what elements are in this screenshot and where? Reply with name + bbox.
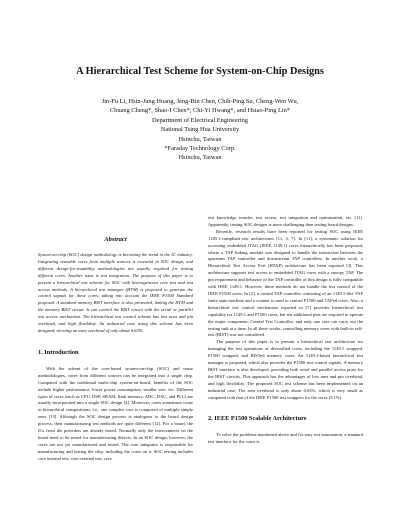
- author-block: [40, 97, 360, 163]
- abstract-heading: Abstract: [104, 236, 127, 243]
- introduction-paragraph: With the advent of the core-based system-on-chip (SOC) and reuse methodologies, cores from different sources can be integrated into a single chip. Compared with the traditional multi-chip system-on-board, benefits of the SOC include higher performance, lower power consumption, smaller size, etc. Different types of cores (such as CPU, DSP, SRAM, flash memory, ADC, DAC, and PLL) are usually incorporated into a single SOC design [4]. Moreover, cores sometimes come in hierarchical compositions, i.e., one complex core is composed of multiple simple ones [13]. Although the SOC design process is analogous to the board design process, their manufacturing test methods are quite different [12]. For a board, the ICs from the providers are already tested. Normally only the interconnects on the board need to be tested for manufacturing defects. In an SOC design, however, the cores are not yet manufactured and tested. The core integrator is responsible for manufacturing and testing the chip, including the cores on it. SOC testing includes core internal test, core external test, core: [38, 365, 193, 461]
- section-heading-p1500: 2. IEEE P1500 Scalable Architecture: [208, 415, 307, 423]
- right-column: [208, 215, 363, 446]
- left-column: [38, 236, 193, 463]
- author-names-line-1: Jin-Fu Li, Hsin-Jung Huang, Jeng-Bin Chen, Chih-Ping Su, Cheng-Wen Wu,: [101, 98, 299, 105]
- affiliation-university: National Tsing Hua University: [160, 126, 240, 134]
- right-column-body: [208, 215, 363, 401]
- paragraph-p1500-intro: To solve the problems mentioned above and for easy test automation, a standard test interface for the cores is: [208, 432, 363, 445]
- affiliation-department: Department of Electrical Engineering: [152, 116, 248, 124]
- paragraph-purpose: The purpose of this paper is to present a hierarchical test architecture for managing the test operations of diversified cores, including the 1149.1 wrapped, P1500 wrapped, and BISTed memory cores. An 1149.1-based hierarchical test manager is proposed, which also provides the P1500 test control signals. A memory BIST interface is also developed, providing both serial and parallel access ports for the BIST circuits. This approach has the advantages of low area and pin overhead, and high flexibility. The proposed SOC test scheme has been implemented on an industrial case. The area overhead is only about 0.63%, which is very small as compared with that of the IEEE P1500 test wrappers for the cores (5.1%).: [208, 339, 363, 400]
- paragraph-continuation: test knowledge transfer, test access, test integration and optimization, etc. [11]. Apparently, testing SOC designs is more challenging than testing board designs.: [208, 215, 363, 227]
- paragraph-related-work: Recently, research results have been reported for testing SOC using IEEE 1149.1-compliant test architectures [11, 3, 7]. In [11], a systematic solution for accessing embedded JTAG (IEEE 1149.1) cores hierarchically has been proposed, where a TAP linking module was designed to handle the interaction between the upstream TAP controller and downstream TAP controllers. In another work, a Hierarchical Test Access Port (HTAP) architecture has been reported [3]. This architecture supports test access to embedded JTAG cores with a snoopy TAP. The pin requirement and behavior of the TAP controller of this design is fully compatible with IEEE 1149.1. However, these methods do not handle the test control of the IEEE P1500 cores. In [2], a central TAP controller consisting of an 1149.1-like TAP finite state machine and a counter is used to control P1500 and TAPed cores. Also, a hierarchical test control mechanism reported in [7] provides hierarchical test capability for 1149.1 and P1500 cores, but ten additional pins are required to operate the major component, Central Test Controller, and only one core can carry out the testing task at a time. In all these works, controlling memory cores with built-in self-test (BIST) was not considered.: [208, 228, 363, 338]
- affiliation-location: Hsinchu, Taiwan: [178, 135, 222, 143]
- section-heading-introduction: 1. Introduction: [38, 348, 79, 356]
- author-names-line-2: Chuang Cheng*, Shao-I Chen*, Chi-Yi Hwang*, and Hsiao-Ping Lin*: [109, 107, 291, 115]
- abstract-text: System-on-chip (SOC) design methodology is becoming the trend in the IC industry. Integrating reusable cores from multiple sources is essential in SOC design, and different design-for-testability methodologies are usually required for testing different cores. Another issue is test integration. The purpose of this paper is to present a hierarchical test scheme for SOC with heterogeneous core test and test access methods. A hierarchical test manager (HTM) is proposed to generate the control signals for these cores, taking into account the IEEE P1500 Standard proposal. A standard memory BIST interface is also presented, linking the HTM and the memory BIST circuit. It can control the BIST circuit with the serial or parallel test access mechanism. The hierarchical test control scheme has low area and pin overhead, and high flexibility. An industrial case using this scheme has been designed, showing an area overhead of only about 0.63%.: [38, 252, 193, 333]
- p1500-body: [208, 432, 363, 446]
- affiliation-company: *Faraday Technology Corp.: [164, 145, 236, 153]
- introduction-body: [38, 366, 193, 463]
- paper-title: A Hierarchical Test Scheme for System-on-Chip Designs: [76, 66, 324, 77]
- affiliation-company-location: Hsinchu, Taiwan: [178, 154, 222, 162]
